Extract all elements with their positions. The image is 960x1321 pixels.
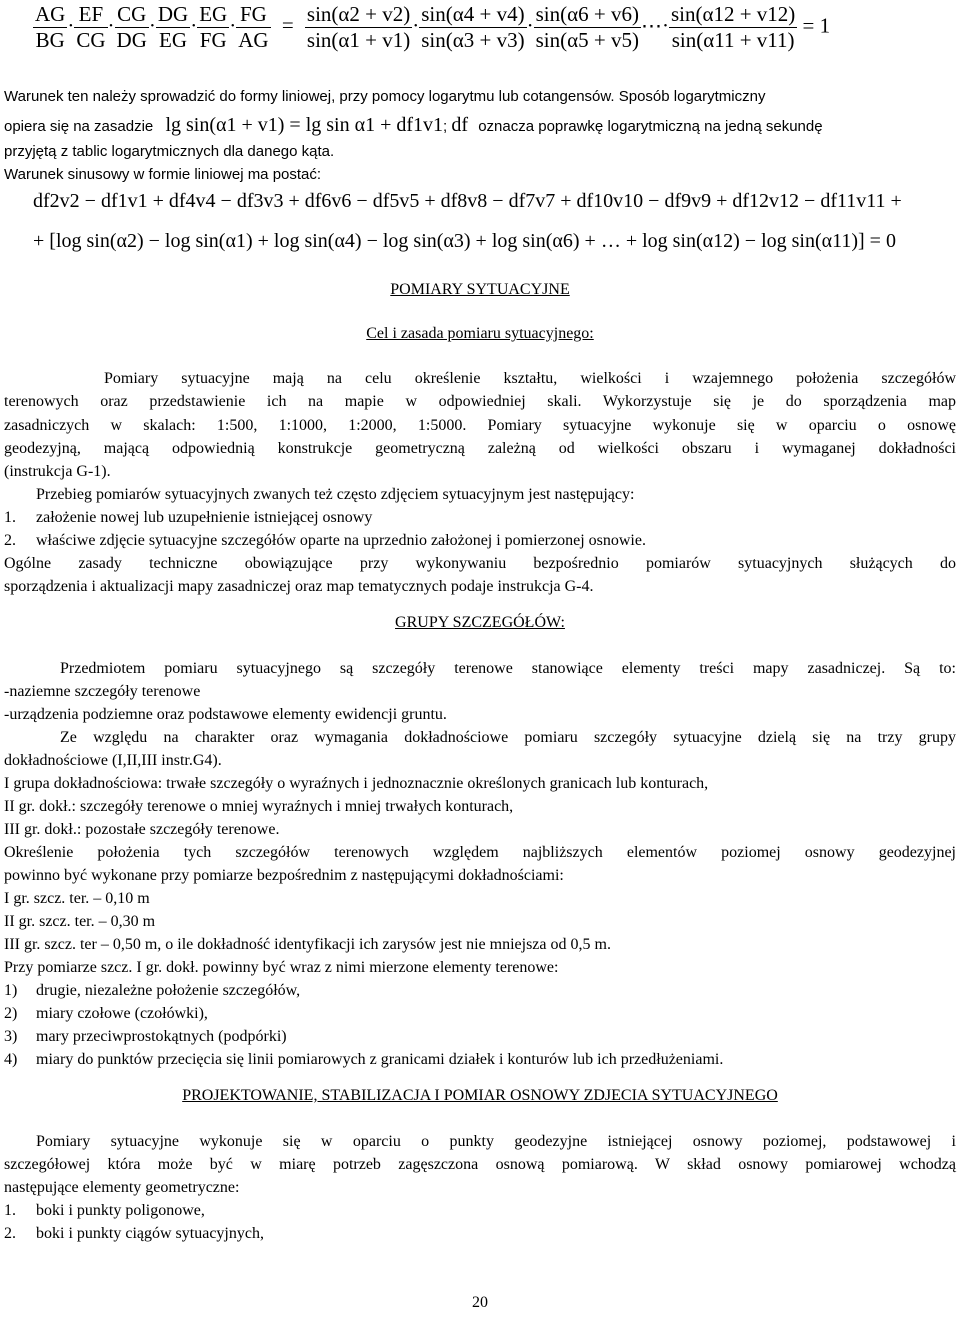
paragraph-line: (instrukcja G-1). [4,463,111,480]
list-marker: 1) [4,982,18,999]
ratio-fraction: $\frac{DG}{EG}$ [157,2,189,52]
paragraph-line: I gr. szcz. ter. – 0,10 m [4,890,150,907]
paragraph-line: zasadniczych w skalach: 1:500, 1:1000, 1:2000, 1:5000. Pomiary sytuacyjne wykonuje się w oparciu o osnowę [4,417,956,434]
paragraph-line: geodezyjną, mającą odpowiednią konstrukcje geometryczną zależną od wielkości obszaru i wymaganej dokładności [4,440,956,457]
paragraph-line: I grupa dokładnościowa: trwałe szczegóły o wyraźnych i jednoznacznie określonych granicach lub konturach, [4,775,709,792]
heading-pomiary: POMIARY SYTUACYJNE [390,281,570,298]
paragraph-line: II gr. dokł.: szczegóły terenowe o mniej wyraźnych i mniej trwałych konturach, [4,798,514,815]
paragraph-line: Ogólne zasady techniczne obowiązujące przy wykonywaniu bezpośrednio pomiarów sytuacyjnych służących do [4,555,956,572]
paragraph-line: terenowych oraz przedstawienie ich na mapie w odpowiedniej skali. Wykorzystuje się je do sporządzenia map [4,393,956,410]
sine-fraction: $\frac{\sin(\alpha 2 + v2)}{\sin(\alpha 1 + v1)}$ [306,2,411,52]
paragraph-line: II gr. szcz. ter. – 0,30 m [4,913,156,930]
list-item: 1) drugie, niezależne położenie szczegółów, [4,982,301,999]
paragraph-line: -urządzenia podziemne oraz podstawowe elementy ewidencji gruntu. [4,706,447,723]
list-item: 1. boki i punkty poligonowe, [4,1202,205,1219]
heading-grupy: GRUPY SZCZEGÓŁÓW: [395,614,565,631]
heading-projektowanie: PROJEKTOWANIE, STABILIZACJA I POMIAR OSNOWY ZDJECIA SYTUACYJNEGO [182,1087,778,1104]
page-number: 20 [472,1294,488,1311]
paragraph-line: III gr. dokł.: pozostałe szczegóły terenowe. [4,821,280,838]
heading-cel: Cel i zasada pomiaru sytuacyjnego: [366,325,594,342]
intro-line-2: opiera się na zasadzie lg sin(α1 + v1) = lg sin α1 + df1v1; df oznacza poprawkę logarytmiczną na jedną sekundę [4,114,823,136]
list-item: 2. właściwe zdjęcie sytuacyjne szczegółów oparte na uprzednio założonej i pomierzonej osnowie. [4,532,646,549]
list-item: 3) mary przeciwprostokątnych (podpórki) [4,1028,287,1045]
sine-fraction: $\frac{\sin(\alpha 4 + v4)}{\sin(\alpha 3 + v3)}$ [421,2,525,52]
sine-fraction: $\frac{\sin(\alpha 12 + v12)}{\sin(\alpha 11 + v11)}$ [670,2,796,52]
paragraph-line: szczegółowej która może być w miarę potrzeb zagęszczona osnową pomiarową. W skład osnowy pomiarowej wchodzą [4,1156,956,1173]
paragraph-line: Określenie położenia tych szczegółów terenowych względem najbliższych elementów poziomej osnowy geodezyjnej [4,844,956,861]
ratio-fraction: $\frac{AG}{BG}$ [35,2,66,52]
paragraph-line: dokładnościowe (I,II,III instr.G4). [4,752,222,769]
paragraph-line: powinno być wykonane przy pomiarze bezpośrednim z następującymi dokładnościami: [4,867,564,884]
list-marker: 2. [4,1225,16,1242]
ratio-fraction: $\frac{EF}{CG}$ [76,2,106,52]
inline-formula: lg sin(α1 + v1) = lg sin α1 + df1v1 [165,114,444,136]
list-item: 2) miary czołowe (czołówki), [4,1005,208,1022]
intro-line-3: przyjętą z tablic logarytmicznych dla danego kąta. [4,143,335,160]
ratio-fraction: $\frac{FG}{AG}$ [238,2,269,52]
list-marker: 4) [4,1051,18,1068]
paragraph-line: Przedmiotem pomiaru sytuacyjnego są szczegóły terenowe stanowiące elementy treści mapy zasadniczej. Są to: [60,660,956,677]
list-item: 1. założenie nowej lub uzupełnienie istniejącej osnowy [4,509,373,526]
paragraph-line: -naziemne szczegóły terenowe [4,683,201,700]
paragraph-line: Przy pomiarze szcz. I gr. dokł. powinny być wraz z nimi mierzone elementy terenowe: [4,959,559,976]
inline-df: df [451,114,469,136]
list-marker: 2) [4,1005,18,1022]
ratio-fraction: $\frac{EG}{FG}$ [199,2,228,52]
list-marker: 3) [4,1028,18,1045]
list-marker: 2. [4,532,16,549]
paragraph-line: sporządzenia i aktualizacji mapy zasadniczej oraz map tematycznych podaje instrukcja G-4. [4,578,594,595]
paragraph-line: Pomiary sytuacyjne wykonuje się w oparciu o punkty geodezyjne istniejącej osnowy poziomej, podstawowej i [36,1133,956,1150]
linear-equation-line-2: + [log sin(α2) − log sin(α1) + log sin(α4) − log sin(α3) + log sin(α6) + … + log sin(α12) − log sin(α11)] = 0 [33,230,896,252]
paragraph-line: III gr. szcz. ter – 0,50 m, o ile dokładność identyfikacji ich zarysów jest nie mniejsza od 0,5 m. [4,936,611,953]
paragraph-line: Przebieg pomiarów sytuacyjnych zwanych też często zdjęciem sytuacyjnym jest następujący: [36,486,635,503]
intro-line-1: Warunek ten należy sprowadzić do formy liniowej, przy pomocy logarytmu lub cotangensów. Sposób logarytmiczny [4,88,766,105]
list-item: 4) miary do punktów przecięcia się linii pomiarowych z granicami działek i konturów lub ich przedłużeniami. [4,1051,724,1068]
sine-fraction: $\frac{\sin(\alpha 6 + v6)}{\sin(\alpha 5 + v5)}$ [535,2,639,52]
intro-line-4: Warunek sinusowy w formie liniowej ma postać: [4,166,322,183]
list-marker: 1. [4,1202,16,1219]
linear-equation-line-1: df2v2 − df1v1 + df4v4 − df3v3 + df6v6 − df5v5 + df8v8 − df7v7 + df10v10 − df9v9 + df12v12 − df11v11 + [33,190,902,212]
list-marker: 1. [4,509,16,526]
ratio-equation: $\frac{AG}{BG}$ · $\frac{EF}{CG}$ · $\frac{CG}{DG}$ · $\frac{DG}{EG}$ · $\frac{EG}{FG}$ · $\frac{FG}{AG}$ = $\frac{\sin(\alpha 2 + v2)}{\sin(\alpha 1 + v1)}$ · $\frac{\sin(\alpha 4 + v4)}{\sin(\alpha 3 + v3)}$ · $\frac{\sin(\alpha 6 + v6)}{\sin(\alpha 5 + v5)}$ ⋯· $\frac{\sin(\alpha 12 + v12)}{\sin(\alpha 11 + v11)}$ = 1 [35,2,831,52]
list-item: 2. boki i punkty ciągów sytuacyjnych, [4,1225,264,1242]
equals-one: = 1 [802,13,831,38]
paragraph-line: Pomiary sytuacyjne mają na celu określenie kształtu, wielkości i wzajemnego położenia szczegółów [104,370,956,387]
paragraph-line: Ze względu na charakter oraz wymagania dokładnościowe pomiaru szczegóły sytuacyjne dzielą się na trzy grupy [60,729,956,746]
paragraph-line: następujące elementy geometryczne: [4,1179,240,1196]
ratio-fraction: $\frac{CG}{DG}$ [116,2,147,52]
